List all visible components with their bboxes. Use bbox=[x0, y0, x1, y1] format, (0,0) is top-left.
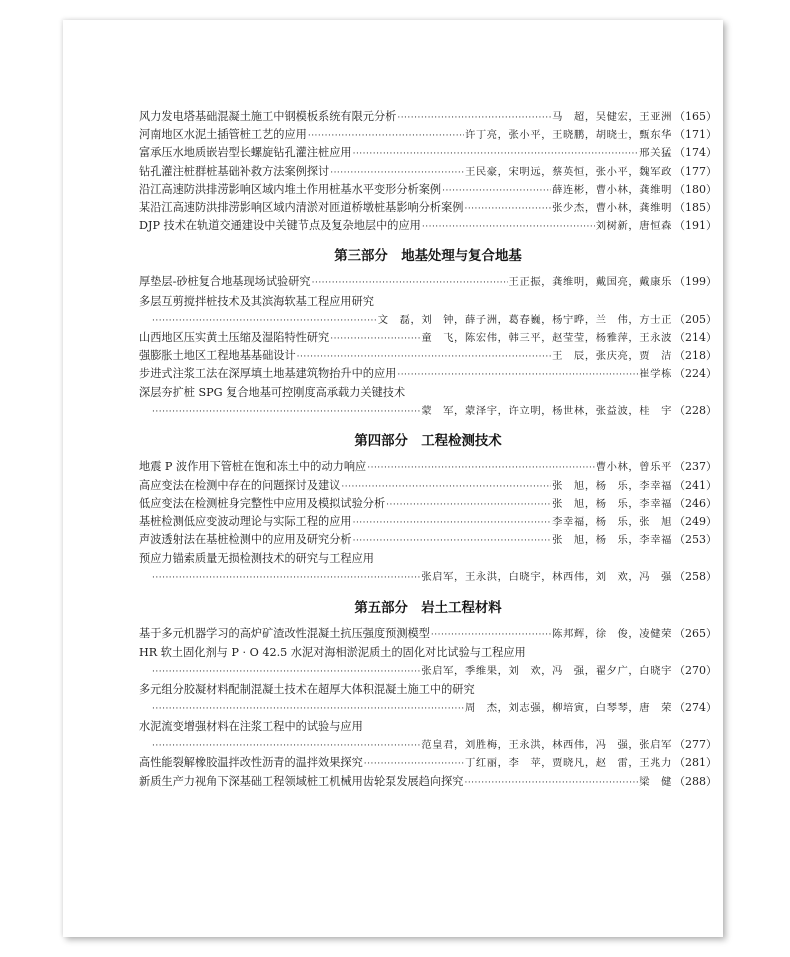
entry-title: 多元组分胶凝材料配制混凝土技术在超厚大体积混凝土施工中的研究 bbox=[139, 682, 475, 696]
leader-dots bbox=[442, 182, 551, 199]
toc-entry-title-line[interactable] bbox=[139, 292, 717, 311]
leader-dots bbox=[364, 755, 464, 772]
leader-dots bbox=[152, 403, 420, 420]
entry-authors: 王 辰，张庆亮，贾 洁 bbox=[552, 349, 672, 362]
entry-authors: 童 飞，陈宏伟，韩三平，赵莹莹，杨雅萍，王永波 bbox=[421, 331, 672, 344]
entry-title: 步进式注浆工法在深厚填土地基建筑物抬升中的应用 bbox=[139, 367, 397, 381]
entry-page: （174） bbox=[674, 146, 717, 160]
entry-title: HR 软土固化剂与 P · O 42.5 水泥对海相淤泥质土的固化对比试验与工程应用 bbox=[139, 645, 526, 659]
entry-page: （258） bbox=[674, 570, 717, 584]
toc-entry[interactable] bbox=[139, 273, 717, 291]
leader-dots bbox=[152, 569, 420, 586]
toc-entry[interactable] bbox=[139, 108, 717, 126]
entry-authors: 张 旭，杨 乐，李幸福 bbox=[552, 534, 672, 547]
entry-page: （165） bbox=[674, 110, 717, 123]
entry-title: DJP 技术在轨道交通建设中关键节点及复杂地层中的应用 bbox=[139, 219, 421, 233]
entry-page: （265） bbox=[674, 626, 717, 640]
entry-title: 深层夯扩桩 SPG 复合地基可控刚度高承载力关键技术 bbox=[139, 386, 406, 400]
leader-dots bbox=[297, 348, 551, 365]
entry-authors: 张启军，季维果，刘 欢，冯 强，翟夕广，白晓宇 bbox=[421, 664, 672, 677]
entry-authors: 崔学栋 bbox=[639, 368, 672, 381]
entry-title: 厚垫层-砂桩复合地基现场试验研究 bbox=[139, 275, 311, 289]
entry-authors: 许丁亮，张小平，王晓鹏，胡晓士，甄东华 bbox=[464, 129, 672, 142]
entry-authors: 薛连彬，曹小林，龚维明 bbox=[552, 183, 672, 196]
section-heading-part-four: 第四部分 工程检测技术 bbox=[354, 433, 502, 450]
toc-entry[interactable] bbox=[139, 144, 717, 162]
leader-dots bbox=[152, 737, 420, 754]
toc-entry-author-line bbox=[139, 662, 717, 680]
entry-page: （205） bbox=[674, 312, 717, 326]
entry-page: （177） bbox=[674, 164, 717, 178]
toc-entry-author-line bbox=[139, 402, 717, 420]
toc-entry[interactable] bbox=[139, 181, 717, 199]
entry-title: 多层互剪搅拌桩技术及其滨海软基工程应用研究 bbox=[139, 294, 374, 308]
toc-entry[interactable] bbox=[139, 163, 717, 181]
toc-entry-title-line[interactable] bbox=[139, 383, 717, 402]
entry-page: （249） bbox=[674, 515, 717, 528]
table-of-contents bbox=[139, 108, 717, 791]
entry-authors: 陈邦辉，徐 俊，凌健荣 bbox=[552, 627, 672, 640]
toc-entry-author-line bbox=[139, 568, 717, 586]
entry-title: 富承压水地质嵌岩型长螺旋钻孔灌注桩应用 bbox=[139, 146, 352, 160]
entry-title: 新质生产力视角下深基础工程领域桩工机械用齿轮泵发展趋向探究 bbox=[139, 774, 464, 788]
leader-dots bbox=[152, 312, 377, 329]
entry-authors: 文 磊，刘 钟，薛子洲，葛春巍，杨宁晔，兰 伟，方士正 bbox=[377, 313, 672, 326]
entry-title: 低应变法在检测桩身完整性中应用及模拟试验分析 bbox=[139, 496, 386, 510]
entry-page: （281） bbox=[674, 756, 717, 770]
leader-dots bbox=[308, 127, 464, 144]
toc-entry[interactable] bbox=[139, 199, 717, 217]
toc-entry-title-line[interactable] bbox=[139, 643, 717, 662]
entry-title: 基于多元机器学习的高炉矿渣改性混凝土抗压强度预测模型 bbox=[139, 626, 430, 640]
toc-entry[interactable] bbox=[139, 365, 717, 383]
leader-dots bbox=[152, 663, 420, 680]
entry-title: 某沿江高速防洪排涝影响区域内清淤对匝道桥墩桩基影响分析案例 bbox=[139, 200, 464, 214]
toc-entry[interactable] bbox=[139, 126, 717, 144]
leader-dots bbox=[353, 532, 552, 549]
leader-dots bbox=[464, 774, 638, 791]
entry-authors: 马 超，吴健宏，王亚洲 bbox=[552, 111, 672, 123]
leader-dots bbox=[353, 514, 552, 531]
toc-entry[interactable] bbox=[139, 347, 717, 365]
leader-dots bbox=[386, 496, 551, 513]
entry-authors: 刘树新，唐恒森 bbox=[595, 220, 672, 233]
entry-authors: 梁 健 bbox=[639, 775, 672, 788]
entry-authors: 丁红丽，李 苹，贾晓凡，赵 雷，王兆力 bbox=[464, 757, 672, 770]
entry-page: （288） bbox=[674, 774, 717, 788]
leader-dots bbox=[341, 478, 551, 495]
entry-authors: 邢关猛 bbox=[639, 147, 672, 160]
section-heading-part-five: 第五部分 岩土工程材料 bbox=[354, 599, 502, 616]
toc-entry-title-line[interactable] bbox=[139, 680, 717, 699]
entry-page: （253） bbox=[674, 533, 717, 547]
leader-dots bbox=[464, 200, 551, 217]
leader-dots bbox=[330, 330, 420, 347]
entry-page: （214） bbox=[674, 330, 717, 344]
leader-dots bbox=[353, 145, 639, 162]
leader-dots bbox=[152, 700, 464, 717]
toc-entry-title-line[interactable] bbox=[139, 717, 717, 736]
entry-page: （180） bbox=[674, 182, 717, 196]
entry-page: （191） bbox=[674, 219, 717, 233]
entry-title: 高应变法在检测中存在的问题探讨及建议 bbox=[139, 478, 341, 492]
toc-entry[interactable] bbox=[139, 477, 717, 495]
toc-entry[interactable] bbox=[139, 329, 717, 347]
leader-dots bbox=[397, 109, 551, 126]
entry-page: （228） bbox=[674, 404, 717, 418]
entry-page: （171） bbox=[674, 128, 717, 142]
entry-authors: 王正振，龚维明，戴国亮，戴康乐 bbox=[508, 276, 672, 289]
entry-title: 声波透射法在基桩检测中的应用及研究分析 bbox=[139, 533, 352, 547]
entry-authors: 张 旭，杨 乐，李幸福 bbox=[552, 497, 672, 510]
section-heading-part-three: 第三部分 地基处理与复合地基 bbox=[334, 248, 522, 265]
entry-title: 河南地区水泥土插管桩工艺的应用 bbox=[139, 128, 307, 142]
entry-authors: 曹小林，曾乐平 bbox=[595, 461, 672, 474]
entry-page: （224） bbox=[674, 367, 717, 381]
entry-title: 钻孔灌注桩群桩基础补救方法案例探讨 bbox=[139, 164, 330, 178]
entry-page: （270） bbox=[674, 663, 717, 677]
toc-entry[interactable] bbox=[139, 513, 717, 531]
entry-title: 预应力锚索质量无损检测技术的研究与工程应用 bbox=[139, 552, 374, 566]
entry-title: 强膨胀土地区工程地基基础设计 bbox=[139, 348, 296, 362]
entry-authors: 张少杰，曹小林，龚维明 bbox=[552, 201, 672, 214]
entry-page: （246） bbox=[674, 496, 717, 510]
toc-entry[interactable] bbox=[139, 458, 717, 476]
entry-page: （199） bbox=[674, 275, 717, 289]
entry-title: 基桩检测低应变波动理论与实际工程的应用 bbox=[139, 515, 352, 528]
entry-title: 山西地区压实黄土压缩及湿陷特性研究 bbox=[139, 330, 330, 344]
toc-entry[interactable] bbox=[139, 531, 717, 549]
entry-page: （241） bbox=[674, 478, 717, 492]
entry-title: 沿江高速防洪排涝影响区域内堆土作用桩基水平变形分析案例 bbox=[139, 182, 442, 196]
toc-entry-title-line[interactable] bbox=[139, 549, 717, 568]
entry-authors: 王民豪，宋明远，蔡英恒，张小平，魏军政 bbox=[464, 165, 672, 178]
document-page bbox=[63, 20, 723, 937]
leader-dots bbox=[422, 218, 595, 235]
entry-title: 水泥流变增强材料在注浆工程中的试验与应用 bbox=[139, 720, 363, 734]
toc-entry[interactable] bbox=[139, 217, 717, 235]
entry-authors: 范皇君，刘胜梅，王永洪，林西伟，冯 强，张启军 bbox=[421, 739, 672, 752]
leader-dots bbox=[330, 164, 464, 181]
entry-authors: 李幸福，杨 乐，张 旭 bbox=[552, 516, 672, 528]
entry-page: （218） bbox=[674, 348, 717, 362]
entry-authors: 周 杰，刘志强，柳培寅，白琴琴，唐 荣 bbox=[464, 701, 672, 714]
entry-authors: 张启军，王永洪，白晓宇，林西伟，刘 欢，冯 强 bbox=[421, 571, 672, 584]
entry-page: （237） bbox=[674, 460, 717, 474]
leader-dots bbox=[431, 626, 551, 643]
toc-entry-author-line bbox=[139, 699, 717, 717]
entry-title: 地震 P 波作用下管桩在饱和冻土中的动力响应 bbox=[139, 460, 367, 474]
toc-entry[interactable] bbox=[139, 754, 717, 772]
toc-entry-author-line bbox=[139, 311, 717, 329]
toc-entry-author-line bbox=[139, 736, 717, 754]
leader-dots bbox=[367, 459, 595, 476]
entry-title: 风力发电塔基础混凝土施工中钢模板系统有限元分析 bbox=[139, 110, 397, 123]
entry-page: （185） bbox=[674, 200, 717, 214]
entry-authors: 张 旭，杨 乐，李幸福 bbox=[552, 479, 672, 492]
toc-entry[interactable] bbox=[139, 773, 717, 791]
entry-title: 高性能裂解橡胶温拌改性沥青的温拌效果探究 bbox=[139, 756, 363, 770]
toc-entry[interactable] bbox=[139, 625, 717, 643]
leader-dots bbox=[312, 274, 508, 291]
entry-page: （274） bbox=[674, 700, 717, 714]
leader-dots bbox=[397, 366, 638, 383]
entry-page: （277） bbox=[674, 738, 717, 752]
entry-authors: 蒙 军，蒙泽宇，许立明，杨世林，张益波，桂 宇 bbox=[421, 405, 672, 418]
toc-entry[interactable] bbox=[139, 495, 717, 513]
